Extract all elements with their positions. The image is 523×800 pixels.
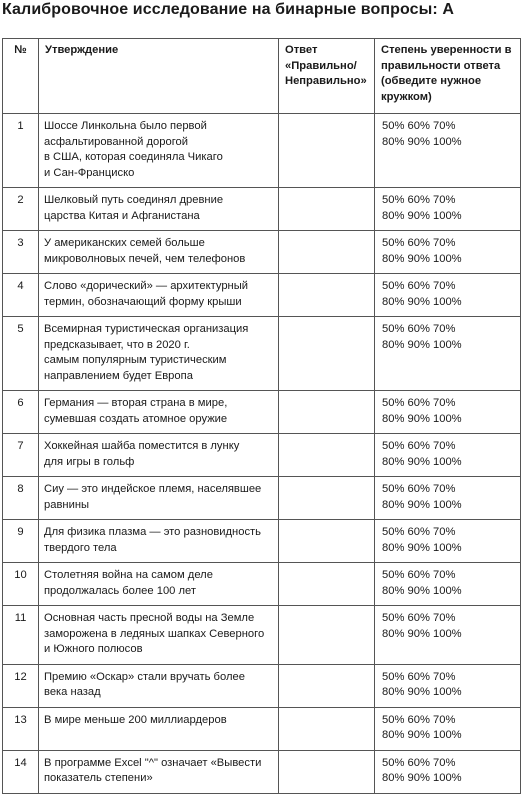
confidence-cell [375,231,521,274]
statement-cell: Для физика плазма — это разновидность твердого тела [39,520,279,563]
confidence-cell [375,114,521,188]
table-body [3,114,521,794]
answer-cell[interactable] [279,391,375,434]
confidence-options-low[interactable]: 50% 60% 70% [382,713,456,726]
confidence-options-low[interactable]: 50% 60% 70% [382,756,456,769]
confidence-options-low[interactable]: 50% 60% 70% [382,440,456,452]
confidence-options-low[interactable]: 50% 60% 70% [382,397,456,409]
table-row [3,274,521,317]
statement-cell: Столетняя война на самом деле продолжалась более 100 лет [39,563,279,606]
table-row [3,391,521,434]
confidence-cell [375,434,521,477]
confidence-cell [375,274,521,317]
confidence-cell [375,707,521,750]
row-number: 12 [3,664,39,707]
confidence-options-low[interactable]: 50% 60% 70% [382,120,456,132]
table-row [3,750,521,793]
confidence-cell [375,664,521,707]
answer-cell[interactable] [279,274,375,317]
statement-cell: В программе Excel "^" означает «Вывести показатель степени» [39,750,279,793]
table-row [3,317,521,391]
table-row [3,520,521,563]
confidence-options-low[interactable]: 50% 60% 70% [382,569,456,581]
answer-cell[interactable] [279,707,375,750]
confidence-cell [375,520,521,563]
answer-cell[interactable] [279,563,375,606]
confidence-options-low[interactable]: 50% 60% 70% [382,483,456,495]
confidence-cell [375,391,521,434]
confidence-options-high[interactable]: 80% 90% 100% [382,627,462,640]
confidence-cell [375,563,521,606]
answer-cell[interactable] [279,231,375,274]
answer-cell[interactable] [279,317,375,391]
statement-cell: Германия — вторая страна в мире, сумевшая создать атомное оружие [39,391,279,434]
answer-cell[interactable] [279,664,375,707]
confidence-options-low[interactable]: 50% 60% 70% [382,194,456,206]
table-row [3,477,521,520]
table-row [3,434,521,477]
row-number: 4 [3,274,39,317]
confidence-options-low[interactable]: 50% 60% 70% [382,323,456,335]
statement-cell: Всемирная туристическая организация предсказывает, что в 2020 г. самым популярным туристическим направлением будет Европа [39,317,279,391]
statement-cell: Слово «дорический» — архитектурный термин, обозначающий форму крыши [39,274,279,317]
row-number: 6 [3,391,39,434]
answer-cell[interactable] [279,434,375,477]
header-number: № [3,39,39,114]
confidence-cell [375,188,521,231]
answer-cell[interactable] [279,477,375,520]
answer-cell[interactable] [279,188,375,231]
row-number: 2 [3,188,39,231]
confidence-options-high[interactable]: 80% 90% 100% [382,135,462,148]
confidence-cell [375,606,521,665]
row-number: 5 [3,317,39,391]
row-number: 14 [3,750,39,793]
statement-cell: Хоккейная шайба поместится в лунку для игры в гольф [39,434,279,477]
confidence-options-low[interactable]: 50% 60% 70% [382,612,456,624]
row-number: 3 [3,231,39,274]
confidence-options-high[interactable]: 80% 90% 100% [382,295,462,308]
table-row [3,188,521,231]
confidence-options-high[interactable]: 80% 90% 100% [382,498,462,511]
confidence-options-high[interactable]: 80% 90% 100% [382,772,462,784]
confidence-options-low[interactable]: 50% 60% 70% [382,280,456,292]
confidence-cell [375,477,521,520]
confidence-options-low[interactable]: 50% 60% 70% [382,670,456,683]
confidence-options-high[interactable]: 80% 90% 100% [382,338,462,351]
confidence-options-high[interactable]: 80% 90% 100% [382,252,462,265]
row-number: 1 [3,114,39,188]
row-number: 13 [3,707,39,750]
statement-cell: Шоссе Линкольна было первой асфальтированной дорогой в США, которая соединяла Чикаго и Сан-Франциско [39,114,279,188]
confidence-options-high[interactable]: 80% 90% 100% [382,686,462,698]
statement-cell: Премию «Оскар» стали вручать более века назад [39,664,279,707]
table-header-row [3,39,521,114]
statement-cell: Сиу — это индейское племя, населявшее равнины [39,477,279,520]
statement-cell: Основная часть пресной воды на Земле заморожена в ледяных шапках Северного и Южного полюсов [39,606,279,665]
confidence-cell [375,317,521,391]
statement-cell: У американских семей больше микроволновых печей, чем телефонов [39,231,279,274]
row-number: 10 [3,563,39,606]
confidence-options-high[interactable]: 80% 90% 100% [382,541,462,554]
calibration-table [2,38,521,794]
row-number: 8 [3,477,39,520]
confidence-options-high[interactable]: 80% 90% 100% [382,455,462,468]
answer-cell[interactable] [279,520,375,563]
confidence-options-low[interactable]: 50% 60% 70% [382,237,456,249]
table-row [3,563,521,606]
answer-cell[interactable] [279,750,375,793]
table-row [3,664,521,707]
confidence-options-low[interactable]: 50% 60% 70% [382,526,456,538]
confidence-options-high[interactable]: 80% 90% 100% [382,209,462,222]
table-row [3,114,521,188]
table-row [3,606,521,665]
header-answer: Ответ «Правильно/ Неправильно» [279,39,375,114]
header-confidence: Степень уверенности в правильности ответа (обведите нужное кружком) [375,39,521,114]
answer-cell[interactable] [279,606,375,665]
table-row [3,231,521,274]
statement-cell: Шелковый путь соединял древние царства Китая и Афганистана [39,188,279,231]
confidence-options-high[interactable]: 80% 90% 100% [382,412,462,425]
row-number: 11 [3,606,39,665]
confidence-options-high[interactable]: 80% 90% 100% [382,729,462,741]
row-number: 7 [3,434,39,477]
confidence-options-high[interactable]: 80% 90% 100% [382,584,462,597]
row-number: 9 [3,520,39,563]
answer-cell[interactable] [279,114,375,188]
page-title: Калибровочное исследование на бинарные вопросы: А [2,1,455,18]
table-row [3,707,521,750]
header-statement: Утверждение [39,39,279,114]
confidence-cell [375,750,521,793]
statement-cell: В мире меньше 200 миллиардеров [39,707,279,750]
